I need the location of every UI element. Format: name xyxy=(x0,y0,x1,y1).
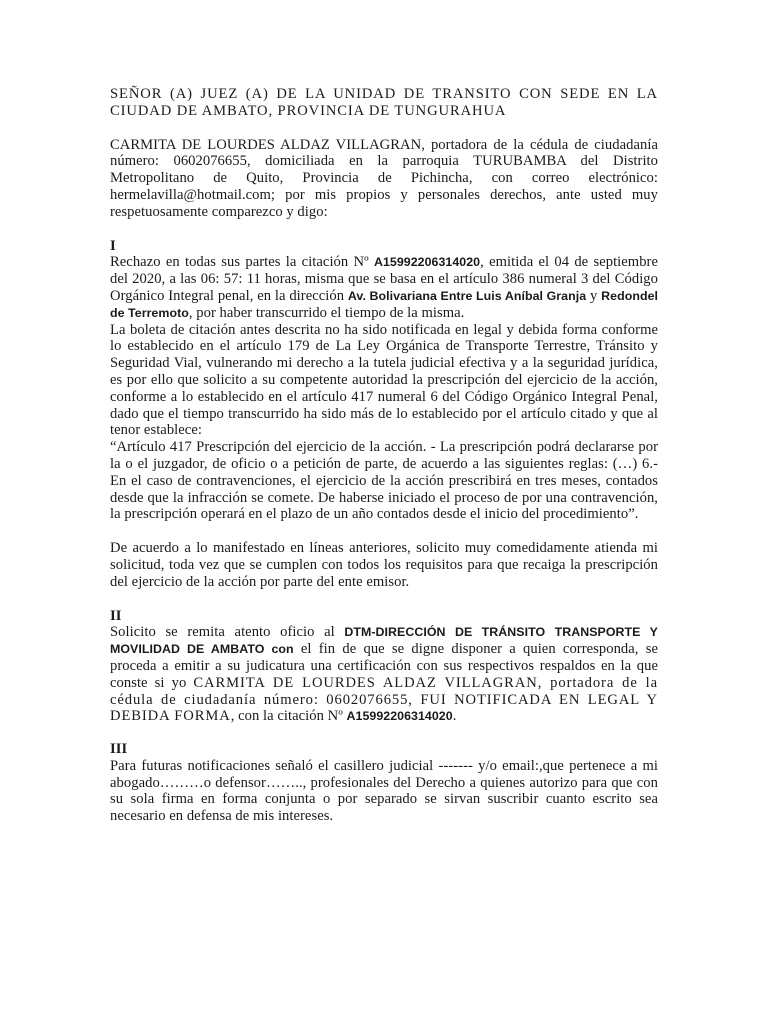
section-numeral-3: III xyxy=(110,741,128,758)
citation-number: A15992206314020 xyxy=(373,255,481,270)
citation-number: A15992206314020 xyxy=(346,709,453,724)
text-run: , con la citación Nº xyxy=(230,708,347,725)
text-run: y xyxy=(586,287,602,304)
section-numeral-1: I xyxy=(110,237,116,254)
section-1-quote: “Artículo 417 Prescripción del ejercicio de la acción. - La prescripción podrá declararse por la o el juzgador, de oficio o a petición de parte, de acuerdo a las siguientes reglas: (…) 6.- En el caso de contravenciones, el ejercicio de la acción prescribirá en tres meses, contados desde que la infracción se comete. De haberse iniciado el proceso de por una contravención, la prescripción operará en el plazo de un año contados desde el inicio del procedimiento”. xyxy=(110,439,658,523)
section-3-paragraph-1: Para futuras notificaciones señaló el casillero judicial ------- y/o email:,que pertenece a mi abogado………o defensor…….., profesionales del Derecho a quienes autorizo para que con su sola firma en forma conjunta o por separado se sirvan suscribir cuanto escrito sea necesario en defensa de mis intereses. xyxy=(110,757,658,825)
section-1-paragraph-3: De acuerdo a lo manifestado en líneas anteriores, solicito muy comedidamente atienda mi solicitud, toda vez que se cumplen con todos los requisitos para que recaiga la prescripción del ejercicio de la acción por parte del ente emisor. xyxy=(110,540,658,590)
text-run: , emitida el 04 de septiembre del 2020, a las 06: 57: 11 horas, misma que se basa en el artículo 386 numeral 3 del Código Orgánico Integral penal, en la dirección xyxy=(110,254,658,304)
text-run: . xyxy=(452,708,457,725)
section-numeral-2: II xyxy=(110,607,122,624)
section-2-paragraph-1 xyxy=(110,624,658,725)
text-run: , por haber transcurrido el tiempo de la misma. xyxy=(188,304,465,321)
section-1-paragraph-2: La boleta de citación antes descrita no ha sido notificada en legal y debida forma conforme lo establecido en el artículo 179 de La Ley Orgánica de Transporte Terrestre, Tránsito y Seguridad Vial, vulnerando mi derecho a la tutela judicial efectiva y a la seguridad jurídica, es por ello que solicito a su competente autoridad la prescripción del ejercicio de la acción, conforme a lo establecido en el artículo 417 numeral 6 del Código Orgánico Integral Penal, dado que el tiempo transcurrido ha sido más de lo establecido por el artículo citado y que al tenor establece: xyxy=(110,321,658,439)
text-run: Rechazo en todas sus partes la citación Nº xyxy=(110,254,374,271)
address-part-2: Redondel de Terremoto xyxy=(110,288,659,320)
document-page xyxy=(110,86,658,825)
entity-name: DTM-DIRECCIÓN DE TRÁNSITO TRANSPORTE Y MOVILIDAD DE AMBATO con xyxy=(110,625,658,657)
intro-paragraph: CARMITA DE LOURDES ALDAZ VILLAGRAN, portadora de la cédula de ciudadanía número: 0602076655, domiciliada en la parroquia TURUBAMBA del Distrito Metropolitano de Quito, Provincia de Pichincha, con correo electrónico: hermelavilla@hotmail.com; por mis propios y personales derechos, ante usted muy respetuosamente comparezco y digo: xyxy=(110,136,658,220)
text-run: Solicito se remita atento oficio al xyxy=(110,624,345,641)
section-1-paragraph-1 xyxy=(110,254,658,321)
address-part-1: Av. Bolivariana Entre Luis Aníbal Granja xyxy=(347,288,587,303)
text-run-caps: CARMITA DE LOURDES ALDAZ VILLAGRAN, portadora de la cédula de ciudadanía número: 0602076655, FUI NOTIFICADA EN LEGAL Y DEBIDA FORMA xyxy=(110,674,658,725)
text-run: el fin de que se digne disponer a quien corresponda, se proceda a emitir a su judicatura una certificación con sus respectivos respaldos en la que conste si yo xyxy=(110,641,658,691)
document-heading: SEÑOR (A) JUEZ (A) DE LA UNIDAD DE TRANSITO CON SEDE EN LA CIUDAD DE AMBATO, PROVINCIA DE TUNGURAHUA xyxy=(110,86,658,119)
